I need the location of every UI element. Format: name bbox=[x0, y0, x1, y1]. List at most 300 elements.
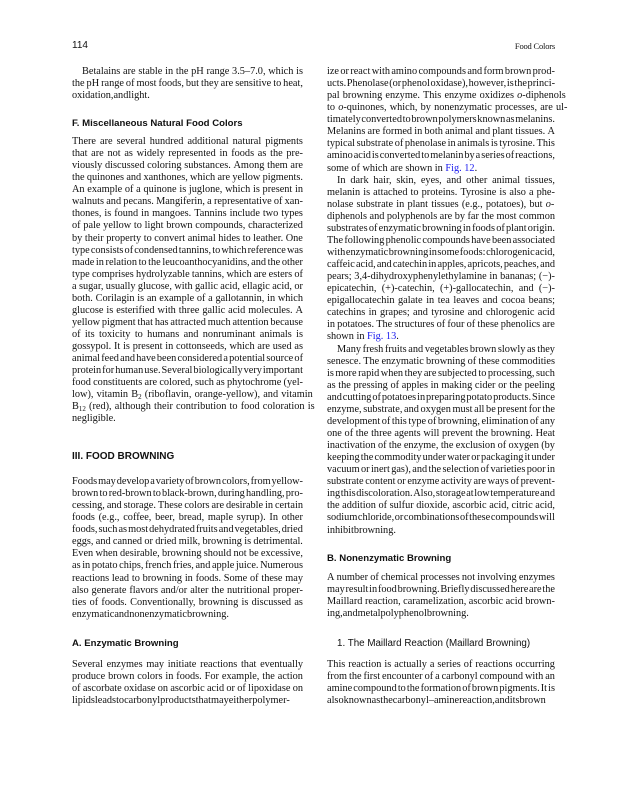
word: princi- bbox=[527, 78, 555, 90]
text-line bbox=[72, 585, 303, 597]
word: tea bbox=[437, 295, 450, 307]
word: animal bbox=[72, 353, 101, 365]
word: react bbox=[350, 66, 371, 77]
text-line bbox=[72, 488, 303, 500]
word: representative bbox=[213, 196, 272, 208]
word: molecules. bbox=[248, 304, 293, 316]
word: excessive, bbox=[260, 548, 303, 560]
word: acid bbox=[505, 596, 523, 608]
word: leather. bbox=[253, 232, 284, 244]
word: ize bbox=[327, 66, 340, 77]
word: in bbox=[82, 560, 91, 572]
word: yellow bbox=[103, 220, 132, 232]
word: actually bbox=[394, 659, 427, 670]
word: cocoa bbox=[501, 295, 526, 307]
word: to bbox=[131, 572, 140, 584]
word: of bbox=[480, 464, 490, 476]
word: acid, bbox=[535, 500, 555, 512]
word: tannins, bbox=[178, 244, 212, 256]
word: xanthones, bbox=[143, 172, 188, 184]
word: inert bbox=[370, 464, 390, 476]
word: these bbox=[261, 572, 283, 584]
word: of bbox=[377, 440, 387, 452]
word: that bbox=[195, 695, 212, 707]
word: eggs, bbox=[72, 536, 94, 548]
word: xan- bbox=[284, 196, 303, 208]
word: such bbox=[195, 377, 214, 389]
word: browning bbox=[198, 596, 239, 608]
word: known bbox=[343, 695, 372, 707]
word: on bbox=[157, 683, 169, 695]
word: attached bbox=[373, 186, 408, 198]
word: Even bbox=[72, 548, 94, 560]
word: in bbox=[219, 148, 228, 160]
word: browning. bbox=[490, 428, 533, 440]
word: apricots, bbox=[467, 259, 503, 271]
word: heat, bbox=[283, 78, 303, 90]
word: are bbox=[439, 210, 453, 222]
word: glucose bbox=[72, 304, 104, 316]
word: maple bbox=[207, 512, 234, 524]
word: and bbox=[327, 391, 342, 403]
word: vacuum bbox=[327, 464, 360, 476]
word: found bbox=[114, 208, 139, 220]
word: the bbox=[542, 403, 555, 415]
word: enzymatic bbox=[345, 246, 389, 258]
word: foods. bbox=[101, 596, 127, 608]
word: not bbox=[461, 572, 476, 583]
word: carbonyl bbox=[441, 671, 478, 683]
word: is bbox=[104, 208, 112, 220]
word: stable bbox=[138, 66, 163, 77]
word: under bbox=[422, 452, 447, 464]
word: subjected bbox=[437, 367, 477, 379]
word: fresh bbox=[362, 343, 384, 355]
word: flavors bbox=[129, 584, 158, 596]
word: however, bbox=[468, 78, 507, 90]
text-segment: (riboflavin, orange-yellow), and vitamin bbox=[141, 389, 313, 401]
text-line bbox=[327, 464, 555, 476]
word: 3,4-dihydroxyphenylethylamine bbox=[354, 271, 487, 283]
word: of bbox=[72, 329, 81, 340]
word: reactions bbox=[475, 659, 513, 670]
word: to bbox=[421, 150, 430, 162]
word: is bbox=[327, 367, 334, 379]
word: is bbox=[371, 150, 379, 162]
word: esters bbox=[268, 268, 293, 280]
word: of bbox=[294, 353, 303, 365]
word: combinations bbox=[403, 512, 460, 524]
word: brown bbox=[469, 343, 497, 355]
word: the bbox=[542, 584, 555, 596]
word: these bbox=[477, 319, 499, 331]
word: enzymes bbox=[518, 572, 555, 583]
word: (or bbox=[389, 78, 402, 90]
word: and bbox=[408, 343, 424, 355]
word: pre- bbox=[286, 148, 303, 160]
word: they bbox=[537, 343, 555, 355]
word: are bbox=[473, 476, 487, 488]
word: is bbox=[506, 78, 514, 90]
word: are bbox=[123, 66, 136, 77]
word: more bbox=[335, 367, 357, 379]
word: with bbox=[327, 246, 346, 258]
word: they bbox=[404, 367, 423, 379]
word: prevent bbox=[442, 428, 473, 440]
figure-link[interactable]: Fig. 13 bbox=[367, 331, 397, 343]
word: of bbox=[72, 220, 81, 232]
word: carbonyl bbox=[124, 695, 161, 707]
word: rapid bbox=[358, 367, 380, 379]
word: dioxide, bbox=[416, 500, 450, 512]
word: enzymatic bbox=[378, 222, 421, 234]
word: This bbox=[536, 138, 555, 150]
word: reactions bbox=[72, 572, 110, 584]
word: both. bbox=[72, 292, 93, 304]
text-segment: . bbox=[396, 331, 399, 343]
word: acid bbox=[353, 150, 371, 162]
word: are bbox=[91, 148, 104, 160]
word: characterized bbox=[248, 220, 303, 232]
word: in bbox=[141, 208, 150, 220]
text-line bbox=[72, 536, 303, 548]
word: their bbox=[84, 232, 104, 244]
word: be bbox=[248, 548, 259, 560]
word: potato bbox=[466, 391, 493, 403]
text-line bbox=[72, 512, 303, 524]
word: brown bbox=[504, 66, 532, 77]
word: they bbox=[200, 78, 219, 90]
word: are bbox=[367, 126, 381, 138]
word: type bbox=[408, 415, 427, 427]
word: making bbox=[441, 379, 473, 391]
word: these bbox=[469, 512, 491, 524]
word: the bbox=[388, 440, 402, 452]
word: sensitive bbox=[235, 78, 272, 90]
text-line bbox=[327, 307, 555, 319]
word: with bbox=[371, 66, 390, 77]
word: to bbox=[242, 232, 251, 244]
word: of bbox=[463, 659, 473, 670]
word: ellagic bbox=[242, 280, 270, 292]
word: Betalains bbox=[82, 66, 121, 77]
word: of bbox=[467, 355, 477, 367]
word: is bbox=[490, 138, 498, 150]
word: first bbox=[363, 671, 381, 683]
word: not bbox=[233, 548, 247, 560]
word: fries, bbox=[173, 560, 194, 572]
word: a bbox=[72, 280, 77, 292]
word: reactions bbox=[200, 659, 238, 670]
text-line bbox=[327, 404, 555, 416]
word: reactions, bbox=[515, 150, 555, 162]
word: phenolase bbox=[404, 138, 447, 150]
word: reaction, bbox=[364, 596, 401, 608]
word: the bbox=[514, 78, 527, 90]
word: in bbox=[294, 184, 303, 196]
word: plant bbox=[505, 222, 527, 234]
word: are bbox=[529, 584, 542, 596]
word: agents bbox=[394, 428, 421, 440]
text-segment: shown in bbox=[327, 331, 368, 343]
figure-link[interactable]: Fig. 12 bbox=[445, 162, 475, 174]
word: commodity bbox=[374, 452, 422, 464]
paragraph bbox=[327, 66, 568, 175]
word: pH bbox=[191, 66, 204, 77]
word: gallic bbox=[202, 304, 226, 316]
word: The bbox=[363, 355, 380, 367]
word: foods, bbox=[158, 78, 184, 90]
text-segment: low), vitamin B bbox=[72, 389, 139, 401]
word: present bbox=[262, 184, 293, 196]
word: associated bbox=[512, 234, 555, 246]
word: (by bbox=[541, 440, 555, 452]
word: is bbox=[548, 683, 555, 695]
word: the bbox=[148, 256, 161, 268]
word: generate bbox=[91, 584, 127, 596]
text-line bbox=[72, 281, 303, 293]
text-line bbox=[72, 293, 303, 305]
text-segment: B bbox=[72, 401, 79, 413]
text-line bbox=[72, 548, 303, 560]
word: chlorogenic bbox=[485, 307, 535, 319]
word: Mangiferin, bbox=[156, 196, 205, 208]
word: or bbox=[294, 280, 303, 292]
word: in bbox=[327, 319, 336, 331]
word: and bbox=[540, 259, 555, 271]
word: additional bbox=[187, 136, 229, 147]
word: apples bbox=[401, 379, 429, 391]
word: Some bbox=[223, 572, 248, 584]
word: in bbox=[165, 66, 174, 77]
word: enzyme, bbox=[327, 403, 362, 415]
word: tyrosine bbox=[431, 307, 465, 319]
word: three bbox=[371, 428, 392, 440]
text-line bbox=[72, 476, 303, 488]
word: temperature bbox=[490, 488, 540, 500]
word: and bbox=[106, 196, 122, 208]
word: biologically bbox=[193, 365, 243, 377]
word: browning, bbox=[437, 415, 480, 427]
word: Several bbox=[72, 659, 103, 670]
word: the bbox=[72, 172, 85, 184]
word: compounds, bbox=[195, 220, 246, 232]
text-line bbox=[72, 66, 303, 78]
word: foods. bbox=[195, 572, 222, 584]
word: This bbox=[327, 659, 346, 670]
text-line bbox=[72, 317, 303, 329]
text-line bbox=[72, 184, 303, 196]
word: pale bbox=[83, 220, 101, 232]
word: hair, bbox=[373, 174, 392, 186]
word: compounds bbox=[422, 234, 470, 246]
word: Heat bbox=[535, 428, 555, 440]
word: An bbox=[72, 184, 85, 196]
word: discussed bbox=[251, 596, 292, 608]
word: discussed bbox=[105, 160, 145, 172]
word: for bbox=[102, 365, 115, 377]
word: one bbox=[327, 428, 342, 440]
word: by bbox=[464, 150, 475, 162]
section-heading: B. Nonenzymatic Browning bbox=[327, 553, 452, 564]
word: nonenzymatic bbox=[129, 608, 187, 620]
text-line bbox=[72, 90, 303, 102]
word: also bbox=[72, 584, 89, 596]
text-line bbox=[327, 572, 555, 584]
word: amino bbox=[391, 66, 418, 77]
word: yellow- bbox=[271, 476, 303, 487]
text-line bbox=[327, 126, 555, 138]
rich-line bbox=[72, 389, 313, 401]
word: low bbox=[474, 488, 490, 500]
word: will bbox=[538, 512, 555, 524]
word: are bbox=[144, 377, 158, 389]
word: browning. bbox=[397, 584, 440, 596]
word: mangoes. bbox=[152, 208, 192, 220]
word: ascorbic bbox=[452, 500, 487, 512]
word: animals bbox=[457, 138, 490, 150]
word: cider bbox=[474, 379, 496, 391]
word: epigallocatechin bbox=[327, 295, 395, 307]
word: ascorbic bbox=[468, 596, 504, 608]
word: lead bbox=[111, 572, 130, 584]
word: has bbox=[154, 316, 169, 328]
word: in bbox=[267, 292, 276, 304]
word: the bbox=[428, 464, 442, 476]
word: lipoxidase bbox=[248, 683, 291, 695]
word: eyes, bbox=[420, 174, 442, 186]
word: nonruminant bbox=[202, 329, 256, 340]
word: black-brown, bbox=[162, 488, 217, 500]
word: potential bbox=[229, 353, 266, 365]
word: (−)- bbox=[538, 283, 555, 295]
text-line bbox=[327, 211, 555, 223]
word: proteins. bbox=[421, 186, 458, 198]
text-line bbox=[327, 259, 555, 271]
word: ascorbic bbox=[170, 683, 205, 695]
word: of bbox=[424, 671, 434, 683]
word: an bbox=[545, 671, 555, 683]
text-line bbox=[72, 269, 303, 281]
word: is bbox=[244, 536, 252, 548]
word: may bbox=[98, 476, 116, 487]
word: exclusion bbox=[455, 440, 496, 452]
text-line bbox=[327, 102, 568, 114]
word: the bbox=[355, 428, 369, 440]
word: oxygen bbox=[420, 403, 451, 415]
word: ties bbox=[72, 596, 87, 608]
word: with bbox=[157, 304, 176, 316]
word: Maillard bbox=[327, 596, 363, 608]
word: foods: bbox=[459, 246, 486, 258]
word: include bbox=[229, 208, 260, 220]
word: gossypol. bbox=[72, 341, 112, 353]
word: occurring bbox=[515, 659, 555, 670]
text-segment: - bbox=[550, 198, 555, 210]
text-line bbox=[327, 368, 555, 380]
word: pigment bbox=[101, 316, 136, 328]
text-line bbox=[72, 671, 303, 683]
word: a bbox=[475, 150, 481, 162]
word: coffee, bbox=[123, 512, 152, 524]
word: oxygen bbox=[508, 440, 539, 452]
text-line bbox=[72, 683, 303, 695]
word: and bbox=[467, 307, 483, 319]
word: substrate bbox=[327, 476, 364, 488]
word: a bbox=[136, 184, 141, 196]
word: galate bbox=[398, 295, 423, 307]
word: is bbox=[123, 341, 130, 353]
word: attention bbox=[232, 316, 269, 328]
text-line bbox=[327, 271, 555, 283]
word: Conventionally, bbox=[130, 596, 196, 608]
word: pigments bbox=[265, 136, 303, 147]
word: browning. bbox=[186, 608, 229, 620]
text-line bbox=[327, 114, 555, 126]
word: example, bbox=[221, 671, 260, 683]
word: origin. bbox=[527, 222, 555, 234]
word: important bbox=[262, 365, 303, 377]
word: caffeic bbox=[327, 259, 355, 271]
word: or bbox=[394, 512, 404, 524]
word: and bbox=[120, 353, 136, 365]
word: of bbox=[124, 244, 134, 256]
word: pressing bbox=[353, 379, 388, 391]
word: to bbox=[138, 256, 147, 268]
word: from bbox=[327, 671, 348, 683]
word: toxicity bbox=[99, 329, 131, 340]
word: processing, bbox=[487, 367, 535, 379]
word: quinone bbox=[143, 184, 177, 196]
rich-line bbox=[327, 331, 399, 343]
text-line bbox=[72, 208, 303, 220]
word: converted bbox=[379, 150, 421, 162]
word: a bbox=[223, 353, 228, 365]
word: other bbox=[281, 256, 303, 268]
word: such bbox=[98, 524, 118, 536]
word: of bbox=[273, 196, 283, 208]
word: Also, bbox=[413, 488, 436, 500]
text-line bbox=[72, 524, 303, 536]
text-line bbox=[327, 500, 555, 512]
word: handling, bbox=[245, 488, 285, 500]
word: (+)-gallocatechin, bbox=[439, 283, 514, 295]
word: syrup). bbox=[236, 512, 266, 524]
word: peaches, bbox=[503, 259, 539, 271]
word: in bbox=[95, 256, 104, 268]
word: enzymatic bbox=[381, 355, 424, 367]
word: (+)-catechin, bbox=[381, 283, 435, 295]
text-line bbox=[327, 659, 555, 671]
word: as bbox=[371, 695, 381, 707]
word: and bbox=[114, 608, 130, 620]
word: Many bbox=[337, 343, 362, 355]
text-line bbox=[327, 356, 555, 368]
word: of bbox=[368, 222, 378, 234]
text-line bbox=[327, 416, 555, 428]
word: A bbox=[327, 572, 335, 583]
word: yellow bbox=[232, 172, 261, 184]
word: range bbox=[206, 66, 230, 77]
word: amino bbox=[327, 150, 353, 162]
word: will bbox=[423, 428, 440, 440]
word: property bbox=[106, 232, 142, 244]
word: of bbox=[294, 268, 303, 280]
word: hundred bbox=[149, 136, 184, 147]
word: animal bbox=[445, 126, 474, 138]
word: the bbox=[211, 584, 225, 596]
word: plant bbox=[492, 126, 513, 138]
